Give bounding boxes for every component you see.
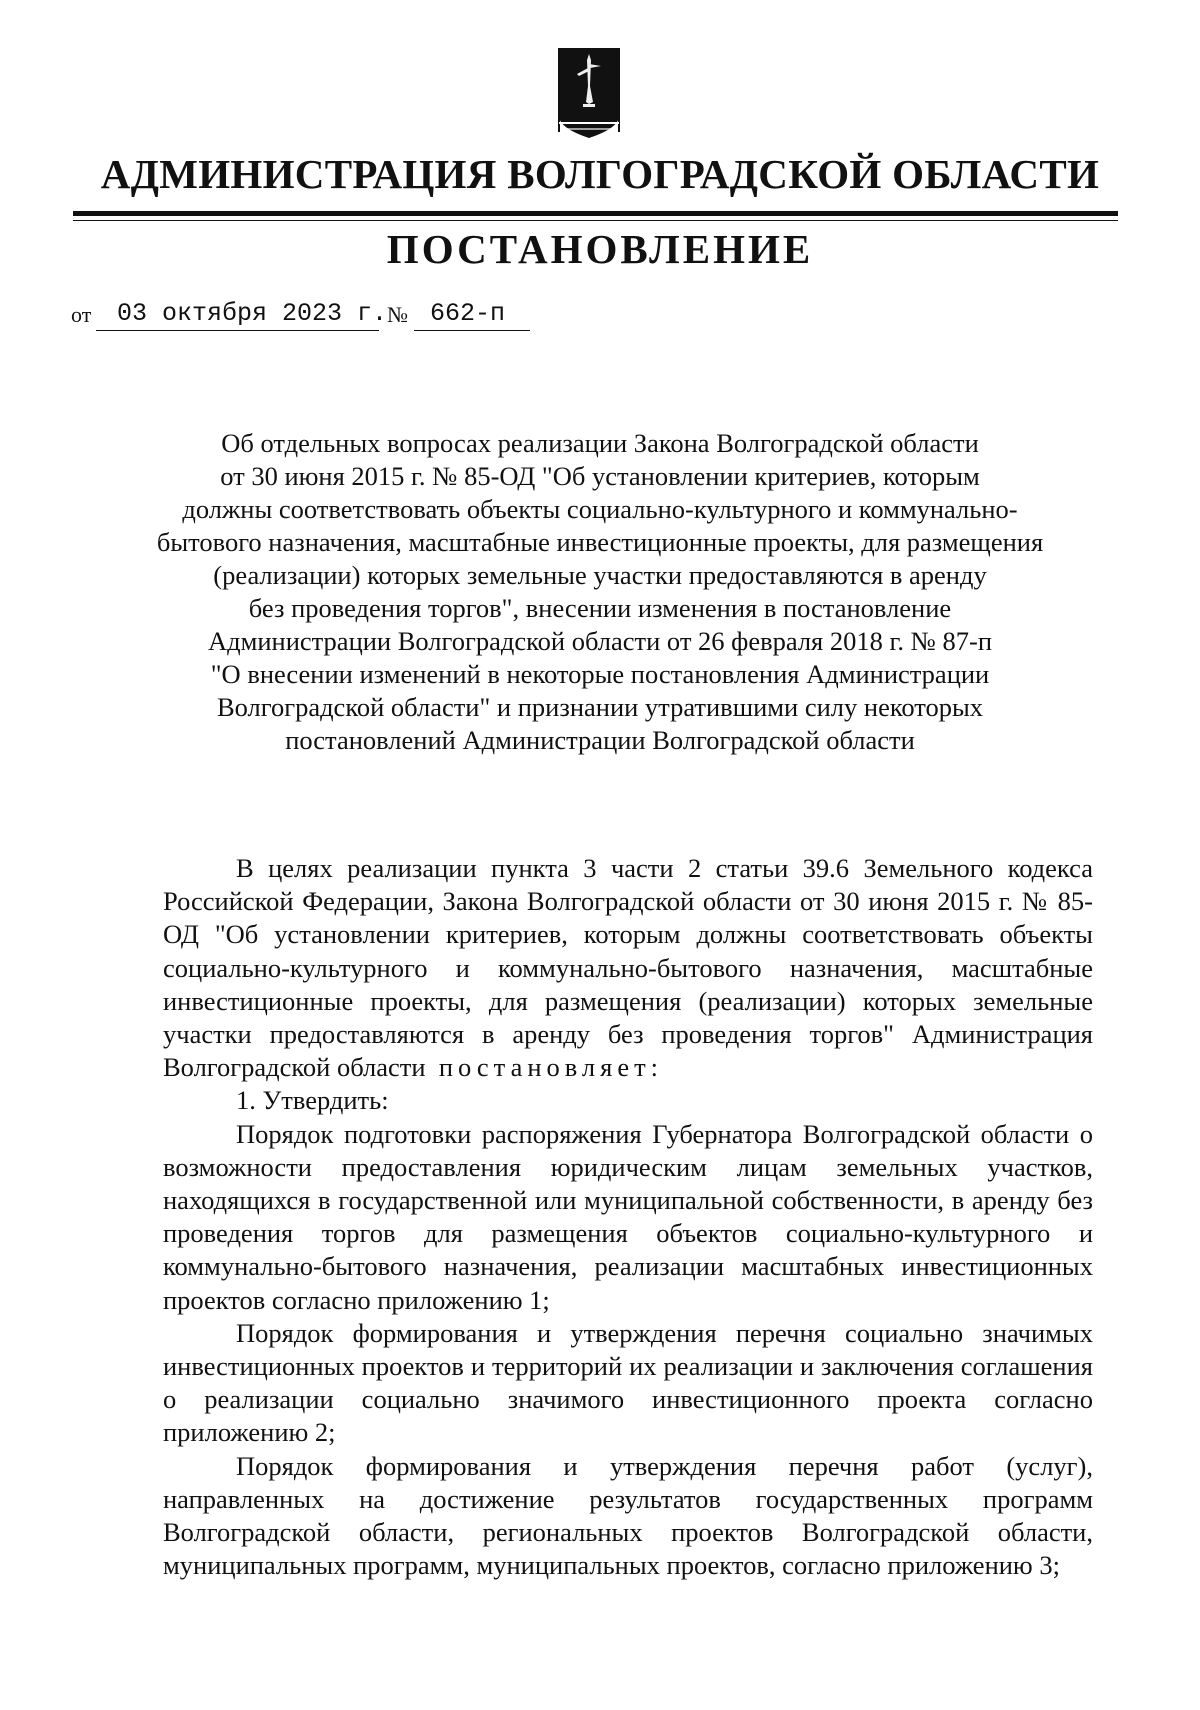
subject-line: Администрации Волгоградской области от 26 февраля 2018 г. № 87-п — [207, 626, 993, 656]
document-body — [163, 852, 1093, 1582]
document-date: 03 октября 2023 г. — [117, 299, 388, 328]
preamble-text: В целях реализации пункта 3 части 2 статьи 39.6 Земельного кодекса Российской Федерации, Закона Волгоградской области от 30 июня 2015 г. № 85-ОД "Об установлении критериев, которым должны соответствовать объекты социально-культурного и коммунально-бытового назначения, масштабные инвестиционные проекты, для размещения (реализации) которых земельные участки предоставляются в аренду без проведения торгов" Администрация Волгоградской области — [163, 853, 1093, 1083]
subject-line: (реализации) которых земельные участки предоставляются в аренду — [213, 560, 987, 590]
document-subject — [150, 427, 1050, 757]
number-prefix: № — [387, 302, 408, 327]
date-prefix: от — [71, 302, 92, 327]
header-divider-thin — [73, 220, 1118, 221]
subject-line: должны соответствовать объекты социально-культурного и коммунально- — [182, 494, 1018, 524]
header-divider-thick — [73, 211, 1118, 216]
subject-line: без проведения торгов", внесении изменения в постановление — [248, 593, 952, 623]
coat-of-arms-icon — [557, 46, 621, 142]
approval-paragraph: Порядок формирования и утверждения перечня работ (услуг), направленных на достижение результатов государственных программ Волгоградской области, региональных проектов Волгоградской области, муниципальных программ, муниципальных проектов, согласно приложению 3; — [163, 1450, 1093, 1581]
approval-paragraph: Порядок подготовки распоряжения Губернатора Волгоградской области о возможности предоставления юридическим лицам земельных участков, находящихся в государственной или муниципальной собственности, в аренду без проведения торгов для размещения объектов социально-культурного и коммунально-бытового назначения, реализации масштабных инвестиционных проектов согласно приложению 1; — [163, 1118, 1093, 1315]
document-type-title: ПОСТАНОВЛЕНИЕ — [386, 226, 814, 272]
organization-title: АДМИНИСТРАЦИЯ ВОЛГОГРАДСКОЙ ОБЛАСТИ — [100, 151, 1100, 197]
number-underline — [414, 330, 530, 331]
document-number: 662-п — [430, 299, 506, 328]
subject-line: Об отдельных вопросах реализации Закона Волгоградской области — [221, 428, 979, 458]
subject-line: "О внесении изменений в некоторые постановления Администрации — [210, 659, 990, 689]
item-1-heading: 1. Утвердить: — [236, 1085, 389, 1116]
approval-paragraph: Порядок формирования и утверждения перечня социально значимых инвестиционных проектов и территорий их реализации и заключения соглашения о реализации социально значимого инвестиционного проекта согласно приложению 2; — [163, 1317, 1093, 1448]
preamble-paragraph — [163, 852, 1093, 1084]
subject-line: бытового назначения, масштабные инвестиционные проекты, для размещения — [156, 527, 1044, 557]
subject-line: Волгоградской области" и признании утратившими силу некоторых — [216, 692, 984, 722]
subject-line: постановлений Администрации Волгоградской области — [285, 725, 915, 755]
resolves-keyword: постановляет: — [438, 1052, 664, 1083]
subject-line: от 30 июня 2015 г. № 85-ОД "Об установлении критериев, которым — [220, 461, 980, 491]
date-underline — [96, 330, 379, 331]
